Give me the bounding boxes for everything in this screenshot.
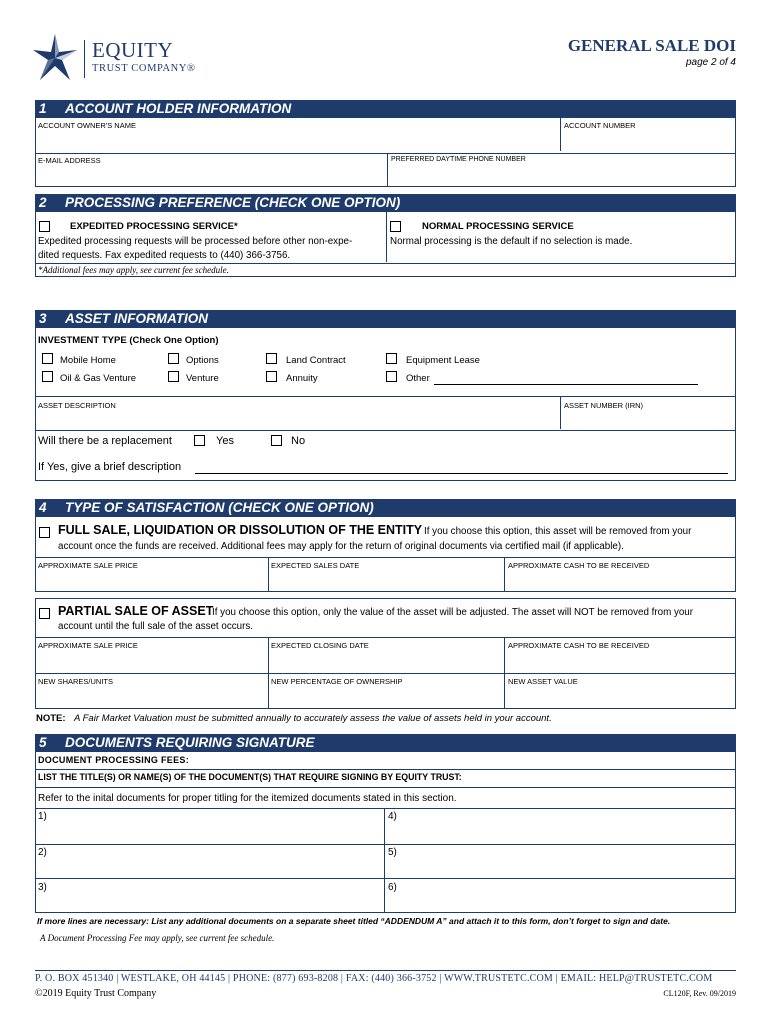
other-checkbox[interactable]: [386, 371, 397, 382]
footer-revision: CL120F, Rev. 09/2019: [663, 989, 736, 998]
equity-star-logo-icon: [30, 32, 80, 84]
replacement-no: No: [291, 435, 306, 447]
new-percentage-field[interactable]: NEW PERCENTAGE OF OWNERSHIP: [271, 677, 403, 686]
type-options: Options: [186, 355, 219, 366]
section-4-title: TYPE OF SATISFACTION (CHECK ONE OPTION): [65, 500, 374, 515]
type-annuity: Annuity: [286, 373, 318, 384]
venture-checkbox[interactable]: [168, 371, 179, 382]
section-1-header: [35, 100, 736, 117]
land-contract-checkbox[interactable]: [266, 353, 277, 364]
normal-desc: Normal processing is the default if no selection is made.: [390, 236, 633, 247]
footer-contact: P. O. BOX 451340 | WESTLAKE, OH 44145 | PHONE: (877) 693-8208 | FAX: (440) 366-3752 | WWW.TRUSTETC.COM | EMAIL: HELP@TRUSTETC.COM: [35, 973, 713, 984]
account-holder-box: [35, 117, 736, 187]
oil-gas-checkbox[interactable]: [42, 371, 53, 382]
note-label: NOTE:: [36, 713, 66, 724]
section-5-number: 5: [39, 735, 47, 750]
doc-fees-label: DOCUMENT PROCESSING FEES:: [38, 755, 190, 765]
expedited-checkbox[interactable]: [39, 221, 50, 232]
partial-sale-box: [35, 598, 736, 709]
doc-row-6[interactable]: 6): [388, 882, 397, 893]
replacement-no-checkbox[interactable]: [271, 435, 282, 446]
replacement-description-line[interactable]: [195, 473, 728, 474]
doc-list-label: LIST THE TITLE(S) OR NAME(S) OF THE DOCUMENT(S) THAT REQUIRE SIGNING BY EQUITY TRUST:: [38, 772, 462, 782]
new-shares-field[interactable]: NEW SHARES/UNITS: [38, 677, 114, 686]
new-asset-value-field[interactable]: NEW ASSET VALUE: [508, 677, 578, 686]
mobile-home-checkbox[interactable]: [42, 353, 53, 364]
email-field[interactable]: E-MAIL ADDRESS: [38, 156, 101, 165]
full-sale-box: [35, 516, 736, 592]
full-sale-price-field[interactable]: APPROXIMATE SALE PRICE: [38, 561, 138, 570]
investment-type-label: INVESTMENT TYPE (Check One Option): [38, 335, 219, 346]
document-title: GENERAL SALE DOI: [567, 36, 736, 55]
partial-closing-date-field[interactable]: EXPECTED CLOSING DATE: [271, 641, 369, 650]
type-other: Other: [406, 373, 430, 384]
note-text: A Fair Market Valuation must be submitted annually to accurately assess the value of assets held in your account.: [74, 713, 552, 724]
type-land-contract: Land Contract: [286, 355, 346, 366]
type-oil-gas-venture: Oil & Gas Venture: [60, 373, 137, 384]
partial-sale-label: PARTIAL SALE OF ASSET: [58, 604, 214, 618]
full-sale-desc-2: account once the funds are received. Additional fees may apply for the return of original documents via certified mail (if applicable).: [58, 541, 624, 552]
full-cash-field[interactable]: APPROXIMATE CASH TO BE RECEIVED: [508, 561, 650, 570]
section-5-title: DOCUMENTS REQUIRING SIGNATURE: [65, 735, 315, 750]
full-sale-label: FULL SALE, LIQUIDATION OR DISSOLUTION OF THE ENTITY: [58, 523, 423, 537]
equipment-lease-checkbox[interactable]: [386, 353, 397, 364]
section-2-number: 2: [39, 195, 47, 210]
documents-box: [35, 751, 736, 913]
doc-row-1[interactable]: 1): [38, 811, 47, 822]
doc-row-4[interactable]: 4): [388, 811, 397, 822]
doc-row-3[interactable]: 3): [38, 882, 47, 893]
page-number: page 2 of 4: [685, 57, 736, 68]
section-2-title: PROCESSING PREFERENCE (CHECK ONE OPTION): [65, 195, 401, 210]
type-venture: Venture: [186, 373, 219, 384]
partial-sale-desc-1: If you choose this option, only the value of the asset will be adjusted. The asset will NOT be removed from your: [212, 607, 694, 618]
phone-field[interactable]: PREFERRED DAYTIME PHONE NUMBER: [391, 156, 526, 163]
asset-description-field[interactable]: ASSET DESCRIPTION: [38, 401, 116, 410]
replacement-yes: Yes: [216, 435, 234, 447]
owner-name-field[interactable]: ACCOUNT OWNER'S NAME: [38, 121, 136, 130]
asset-number-field[interactable]: ASSET NUMBER (IRN): [564, 401, 644, 410]
partial-sale-checkbox[interactable]: [39, 608, 50, 619]
footer-divider: [35, 970, 736, 971]
footer-copyright: ©2019 Equity Trust Company: [35, 988, 157, 999]
type-equipment-lease: Equipment Lease: [406, 355, 480, 366]
refer-text: Refer to the inital documents for proper titling for the itemized documents stated in this section.: [38, 793, 457, 804]
section-3-header: [35, 310, 736, 327]
doc-fee-note: A Document Processing Fee may apply, see current fee schedule.: [40, 933, 275, 943]
expedited-desc-1: Expedited processing requests will be processed before other non-expe-: [38, 236, 353, 247]
if-yes-label: If Yes, give a brief description: [38, 461, 182, 473]
options-checkbox[interactable]: [168, 353, 179, 364]
expedited-label: EXPEDITED PROCESSING SERVICE*: [70, 221, 238, 232]
normal-checkbox[interactable]: [390, 221, 401, 232]
fee-note: *Additional fees may apply, see current fee schedule.: [38, 265, 229, 275]
more-lines-note: If more lines are necessary: List any additional documents on a separate sheet titled “ADDENDUM A” and attach it to this form, don’t forget to sign and date.: [37, 916, 671, 926]
full-sale-checkbox[interactable]: [39, 527, 50, 538]
partial-sale-price-field[interactable]: APPROXIMATE SALE PRICE: [38, 641, 138, 650]
section-4-header: [35, 499, 736, 516]
section-2-header: [35, 194, 736, 211]
other-input-line[interactable]: [434, 384, 698, 385]
section-3-title: ASSET INFORMATION: [65, 311, 208, 326]
type-mobile-home: Mobile Home: [60, 355, 116, 366]
section-5-header: [35, 734, 736, 751]
replacement-yes-checkbox[interactable]: [194, 435, 205, 446]
processing-preference-box: [35, 211, 736, 277]
full-sale-desc-1: If you choose this option, this asset will be removed from your: [424, 526, 692, 537]
replacement-question: Will there be a replacement: [38, 435, 172, 447]
logo-divider: [84, 40, 85, 78]
section-1-number: 1: [39, 101, 47, 116]
normal-label: NORMAL PROCESSING SERVICE: [422, 221, 574, 232]
account-number-field[interactable]: ACCOUNT NUMBER: [564, 121, 636, 130]
asset-information-box: [35, 327, 736, 481]
annuity-checkbox[interactable]: [266, 371, 277, 382]
doc-row-5[interactable]: 5): [388, 847, 397, 858]
expedited-desc-2: dited requests. Fax expedited requests to (440) 366-3756.: [38, 250, 291, 261]
section-3-number: 3: [39, 311, 47, 326]
partial-cash-field[interactable]: APPROXIMATE CASH TO BE RECEIVED: [508, 641, 650, 650]
company-name: EQUITY: [92, 38, 174, 62]
section-1-title: ACCOUNT HOLDER INFORMATION: [65, 101, 292, 116]
section-4-number: 4: [39, 500, 47, 515]
doc-row-2[interactable]: 2): [38, 847, 47, 858]
company-subtitle: TRUST COMPANY®: [92, 63, 196, 74]
partial-sale-desc-2: account until the full sale of the asset occurs.: [58, 621, 253, 632]
full-sales-date-field[interactable]: EXPECTED SALES DATE: [271, 561, 360, 570]
